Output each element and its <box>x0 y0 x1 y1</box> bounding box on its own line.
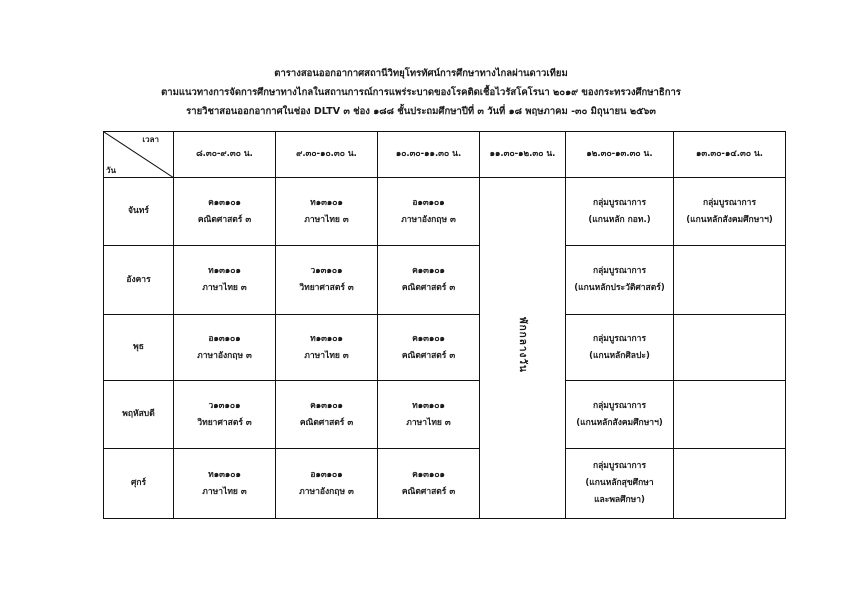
title-line-3: รายวิชาสอนออกอากาศในช่อง DLTV ๓ ช่อง ๑๘๘ ชั้นประถมศึกษาปีที่ ๓ วันที่ ๑๘ พฤษภาคม -๓๐ มิถุนายน ๒๕๖๓ <box>186 106 656 117</box>
class-cell <box>276 246 378 315</box>
time-header-2: ๙.๓๐-๑๐.๓๐ น. <box>276 132 378 178</box>
integrated-cell <box>674 178 786 246</box>
time-header-4: ๑๑.๓๐-๑๒.๓๐ น. <box>480 132 566 178</box>
subject-code: ค๑๓๑๐๑ <box>412 469 445 480</box>
integrated-line-2: (แกนหลักสังคมศึกษาฯ) <box>686 214 773 225</box>
subject-name: ภาษาไทย ๓ <box>406 417 451 428</box>
class-cell <box>174 381 276 449</box>
corner-cell <box>104 132 174 178</box>
lunch-break-label: พักกลางวัน <box>517 316 528 373</box>
title-line-2: ตามแนวทางการจัดการศึกษาทางไกลในสถานการณ์การแพร่ระบาดของโรคติดเชื้อไวรัสโคโรนา ๒๐๑๙ ของกระทรวงศึกษาธิการ <box>161 87 681 98</box>
subject-code: อ๑๓๑๐๑ <box>412 197 445 208</box>
day-cell: จันทร์ <box>104 178 174 246</box>
corner-day-label: วัน <box>106 166 116 175</box>
class-cell <box>174 315 276 381</box>
empty-cell <box>674 381 786 449</box>
integrated-line-1: กลุ่มบูรณาการ <box>592 400 647 411</box>
empty-cell <box>674 246 786 315</box>
integrated-line-1: กลุ่มบูรณาการ <box>592 197 647 208</box>
subject-code: ท๑๓๑๐๑ <box>208 266 241 276</box>
class-cell <box>174 178 276 246</box>
integrated-line-2: (แกนหลักประวัติศาสตร์) <box>574 283 665 293</box>
subject-name: คณิตศาสตร์ ๓ <box>299 417 354 428</box>
subject-code: ท๑๓๑๐๑ <box>310 333 343 344</box>
integrated-line-2: (แกนหลักศิลปะ) <box>589 350 650 361</box>
integrated-line-2: (แกนหลักสังคมศึกษาฯ) <box>576 417 663 428</box>
empty-cell <box>674 449 786 519</box>
subject-name: ภาษาอังกฤษ ๓ <box>299 486 354 497</box>
integrated-cell <box>566 381 674 449</box>
integrated-line-1: กลุ่มบูรณาการ <box>592 461 647 471</box>
class-cell <box>276 315 378 381</box>
subject-code: ค๑๓๑๐๑ <box>412 333 445 344</box>
class-cell <box>174 246 276 315</box>
subject-name: ภาษาอังกฤษ ๓ <box>401 214 456 225</box>
class-cell <box>276 381 378 449</box>
integrated-line-1: กลุ่มบูรณาการ <box>592 266 647 276</box>
class-cell <box>378 246 480 315</box>
integrated-line-2: (แกนหลักสุขศึกษา <box>585 478 654 488</box>
subject-name: ภาษาไทย ๓ <box>202 283 247 293</box>
integrated-cell <box>566 246 674 315</box>
integrated-cell <box>566 315 674 381</box>
subject-code: ค๑๓๑๐๑ <box>412 266 445 276</box>
subject-name: ภาษาไทย ๓ <box>304 350 349 361</box>
subject-name: ภาษาอังกฤษ ๓ <box>197 350 252 361</box>
integrated-line-1: กลุ่มบูรณาการ <box>702 197 757 208</box>
row-tuesday <box>104 246 786 315</box>
header-row <box>104 132 786 178</box>
class-cell <box>276 449 378 519</box>
subject-code: ท๑๓๑๐๑ <box>208 469 241 480</box>
class-cell <box>378 381 480 449</box>
row-friday <box>104 449 786 519</box>
class-cell <box>378 178 480 246</box>
row-wednesday <box>104 315 786 381</box>
day-cell: พฤหัสบดี <box>104 381 174 449</box>
class-cell <box>378 315 480 381</box>
subject-code: ว๑๓๑๐๑ <box>208 400 241 411</box>
subject-name: คณิตศาสตร์ ๓ <box>197 214 252 225</box>
subject-name: ภาษาไทย ๓ <box>304 214 349 225</box>
subject-name: คณิตศาสตร์ ๓ <box>401 486 456 497</box>
row-monday <box>104 178 786 246</box>
time-header-6: ๑๓.๓๐-๑๔.๓๐ น. <box>674 132 786 178</box>
schedule-table <box>103 131 786 519</box>
integrated-cell <box>566 178 674 246</box>
integrated-cell <box>566 449 674 519</box>
integrated-line-3: และพลศึกษา) <box>594 495 645 505</box>
subject-code: ท๑๓๑๐๑ <box>412 400 445 411</box>
time-header-3: ๑๐.๓๐-๑๑.๓๐ น. <box>378 132 480 178</box>
document-header <box>0 64 842 121</box>
class-cell <box>378 449 480 519</box>
row-thursday <box>104 381 786 449</box>
class-cell <box>174 449 276 519</box>
time-header-1: ๘.๓๐-๙.๓๐ น. <box>174 132 276 178</box>
subject-code: ค๑๓๑๐๑ <box>208 197 241 208</box>
integrated-line-2: (แกนหลัก กอท.) <box>588 214 651 225</box>
lunch-break-cell <box>480 178 566 519</box>
corner-time-label: เวลา <box>142 135 159 144</box>
subject-code: ว๑๓๑๐๑ <box>310 266 343 276</box>
day-cell: อังคาร <box>104 246 174 315</box>
integrated-line-1: กลุ่มบูรณาการ <box>592 333 647 344</box>
subject-code: ค๑๓๑๐๑ <box>310 400 343 411</box>
subject-code: อ๑๓๑๐๑ <box>208 333 241 344</box>
day-cell: ศุกร์ <box>104 449 174 519</box>
subject-name: ภาษาไทย ๓ <box>202 486 247 497</box>
subject-name: วิทยาศาสตร์ ๓ <box>197 417 252 428</box>
subject-code: ท๑๓๑๐๑ <box>310 197 343 208</box>
subject-name: คณิตศาสตร์ ๓ <box>401 350 456 361</box>
empty-cell <box>674 315 786 381</box>
subject-name: วิทยาศาสตร์ ๓ <box>299 283 354 293</box>
title-line-1: ตารางสอนออกอากาศสถานีวิทยุโทรทัศน์การศึกษาทางไกลผ่านดาวเทียม <box>274 68 568 79</box>
day-cell: พุธ <box>104 315 174 381</box>
time-header-5: ๑๒.๓๐-๑๓.๓๐ น. <box>566 132 674 178</box>
subject-name: คณิตศาสตร์ ๓ <box>401 283 456 293</box>
class-cell <box>276 178 378 246</box>
subject-code: อ๑๓๑๐๑ <box>310 469 343 480</box>
